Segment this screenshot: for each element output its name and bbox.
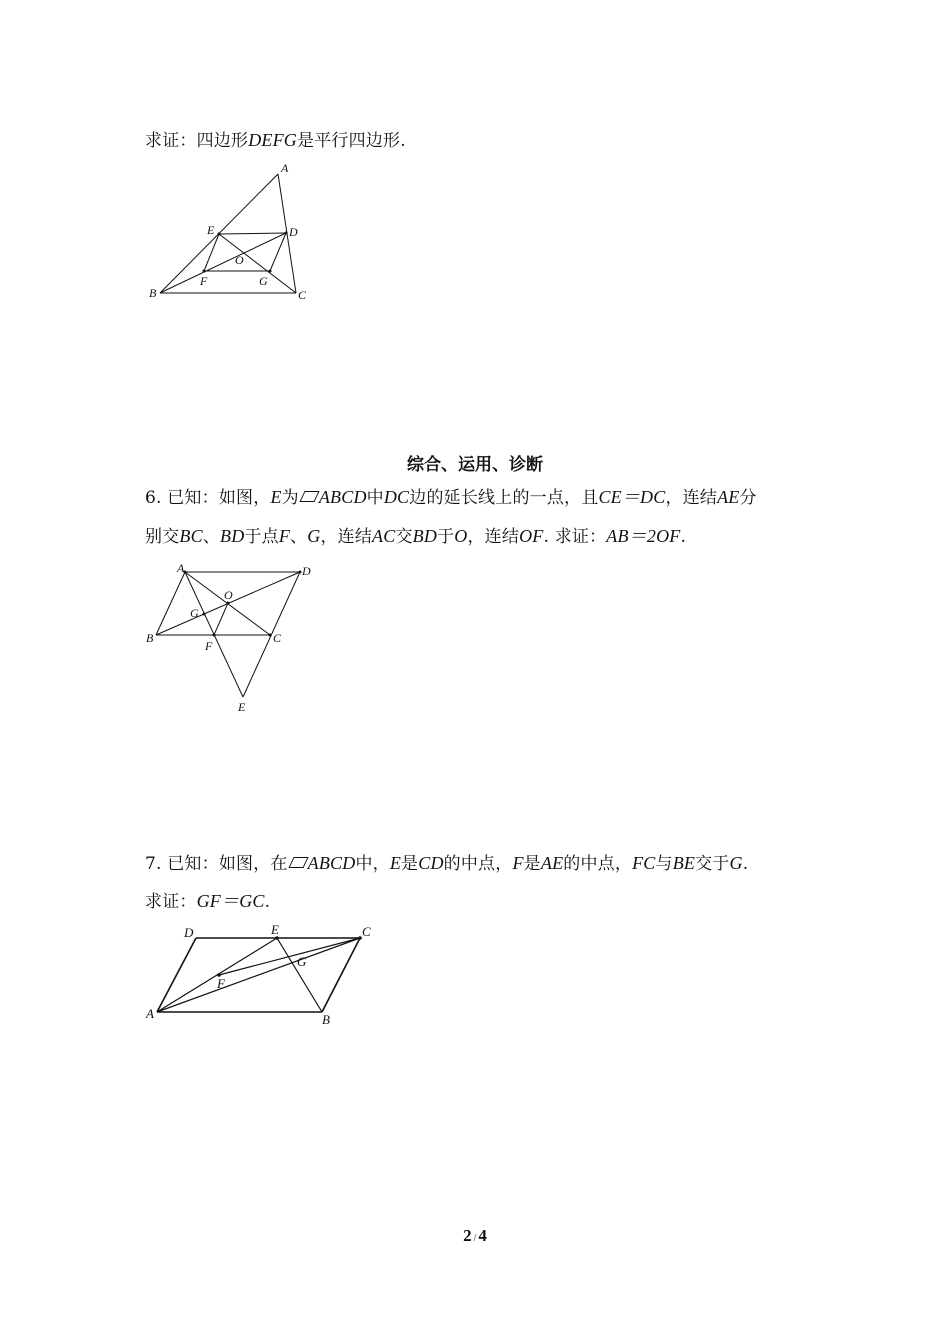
fig5-label-F: F	[200, 274, 208, 288]
q7-var: AE	[540, 853, 564, 873]
fig6-label-D: D	[302, 564, 311, 578]
fig5-label-G: G	[259, 274, 268, 288]
fig6-label-C: C	[273, 631, 282, 645]
q6-text: 于	[437, 527, 455, 547]
q7-var: BE	[672, 853, 696, 873]
q7-text: 求证：	[145, 892, 197, 912]
fig7-seg-AD	[157, 938, 196, 1012]
q6-var: BD	[220, 526, 245, 546]
q6-text: ，连结	[467, 527, 520, 547]
q6-var: O	[454, 526, 468, 546]
fig5-label-E: E	[207, 223, 215, 237]
q6-var: ABCD	[318, 487, 367, 507]
fig6-label-A: A	[177, 561, 185, 575]
section-title: 综合、运用、诊断	[407, 455, 543, 475]
q6-var: CE＝DC	[598, 487, 666, 507]
q6-text: . 求证：	[543, 527, 607, 547]
q6-text: 边的延长线上的一点，且	[409, 488, 599, 508]
q7-var: CD	[418, 853, 444, 873]
fig6-label-E: E	[238, 700, 246, 714]
page-total: 4	[478, 1226, 487, 1245]
fig5-label-D: D	[289, 225, 298, 239]
q6-text: 、	[290, 527, 308, 547]
q7-text: 已知：如图，在	[167, 854, 288, 874]
q7-var: F	[512, 853, 524, 873]
page-separator: /	[473, 1233, 477, 1244]
q6-var: BD	[412, 526, 438, 546]
fig7-label-G: G	[297, 954, 307, 969]
q6-var: E	[270, 487, 282, 507]
fig6-label-G: G	[190, 606, 199, 620]
q6-text: 别交	[145, 527, 180, 547]
q5-shape: DEFG	[248, 130, 297, 150]
q7-text: 是	[523, 854, 541, 874]
fig7-seg-FC	[219, 938, 360, 975]
q6-var: DC	[383, 487, 410, 507]
q6-text: .	[680, 527, 687, 547]
q6-var: G	[307, 526, 321, 546]
q6-text: 于点	[244, 527, 279, 547]
q7-text: 交于	[695, 854, 730, 874]
q6-text: ，连结	[320, 527, 373, 547]
fig7-label-B: B	[322, 1012, 330, 1027]
q7-var: ABCD	[307, 853, 356, 873]
q6-var: F	[278, 526, 291, 546]
fig7-label-F: F	[217, 976, 225, 991]
fig7-label-E: E	[271, 922, 279, 937]
page-current: 2	[463, 1226, 472, 1245]
q6-text: 交	[395, 527, 413, 547]
q6-var: OF	[519, 526, 544, 546]
q7-var: FC	[632, 853, 656, 873]
q7-text: .	[742, 854, 749, 874]
fig7-label-C: C	[362, 924, 371, 939]
fig7-seg-BC	[322, 938, 360, 1012]
fig5-label-B: B	[149, 286, 157, 300]
q6-var: AE	[717, 487, 740, 507]
q6-text: 为	[281, 488, 299, 508]
q7-text: 中，	[355, 854, 390, 874]
q7-text: 是	[401, 854, 419, 874]
fig5-label-C: C	[298, 288, 307, 302]
q6-number: 6.	[145, 488, 162, 508]
q6-text: 分	[739, 488, 757, 508]
fig6-label-O: O	[224, 588, 233, 602]
q6-text: ，连结	[665, 488, 718, 508]
fig6-label-B: B	[146, 631, 154, 645]
fig7-seg-BE	[277, 938, 322, 1012]
q7-var: G	[729, 853, 743, 873]
q6-var: AB＝2OF	[606, 526, 681, 546]
q6-var: AC	[372, 526, 396, 546]
fig5-label-O: O	[235, 253, 244, 267]
q7-text: 的中点，	[443, 854, 513, 874]
q6-text: 已知：如图，	[167, 488, 271, 508]
q7-var: E	[389, 853, 402, 873]
q7-text: 与	[655, 854, 673, 874]
q5-prove-tail: 是平行四边形.	[297, 131, 406, 151]
q6-text: 、	[202, 527, 221, 547]
q7-text: .	[264, 892, 271, 912]
page-number	[0, 1226, 950, 1246]
fig5-label-A: A	[281, 161, 289, 175]
fig7-label-D: D	[184, 925, 194, 940]
q6-text: 中	[366, 488, 384, 508]
q6-var: BC	[179, 526, 203, 546]
q7-number: 7.	[145, 854, 162, 874]
q7-text: 的中点，	[563, 854, 633, 874]
q5-prove-label: 求证：四边形	[145, 131, 249, 151]
q7-var: GF＝GC	[196, 891, 265, 911]
fig6-label-F: F	[205, 639, 213, 653]
fig7-label-A: A	[146, 1006, 154, 1021]
